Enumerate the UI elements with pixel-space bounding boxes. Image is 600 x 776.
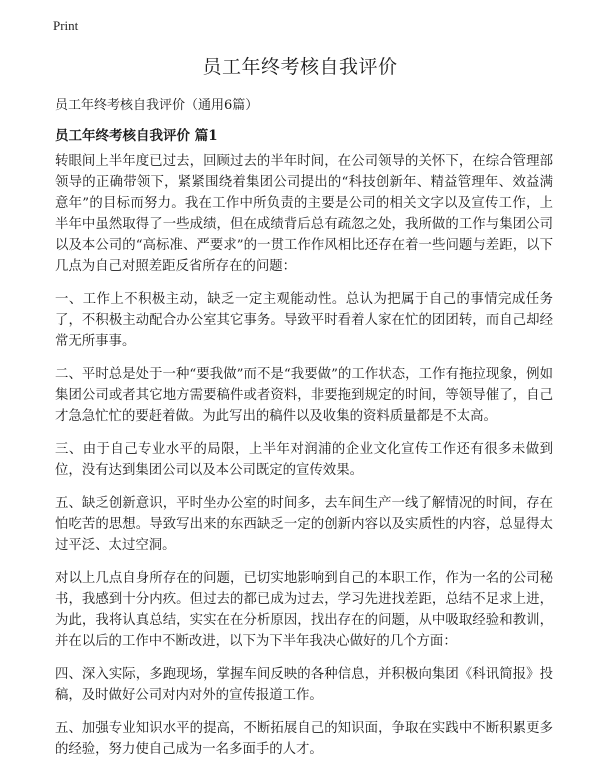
section-heading: 员工年终考核自我评价 篇1	[55, 128, 218, 144]
paragraph-plan-5: 五、加强专业知识水平的提高，不断拓展自己的知识面，争取在实践中不断积累更多的经验，努力使自己成为一名多面手的人才。	[55, 721, 553, 757]
document-body	[55, 151, 553, 772]
paragraph-issue-5: 五、缺乏创新意识，平时坐办公室的时间多，去车间生产一线了解情况的时间，存在怕吃苦的思想。导致写出来的东西缺乏一定的创新内容以及实质性的内容，总显得太过平泛、太过空洞。	[55, 496, 553, 553]
print-link[interactable]: Print	[53, 18, 79, 33]
paragraph-issue-2: 二、平时总是处于一种“要我做”而不是“我要做”的工作状态，工作有拖拉现象，例如集团公司或者其它地方需要稿件或者资料，非要拖到规定的时间，等领导催了，自己才急急忙忙的要赶着做。为此写出的稿件以及收集的资料质量都是不太高。	[55, 367, 553, 424]
paragraph-reflection: 对以上几点自身所存在的问题，已切实地影响到自己的本职工作，作为一名的公司秘书，我感到十分内疚。但过去的都已成为过去，学习先进找差距，总结不足求上进，为此，我将认真总结，实实在在分析原因，找出存在的问题，从中吸取经验和教训，并在以后的工作中不断改进，以下为下半年我决心做好的几个方面：	[55, 571, 553, 649]
paragraph-issue-3: 三、由于自己专业水平的局限，上半年对润浦的企业文化宣传工作还有很多未做到位，没有达到集团公司以及本公司既定的宣传效果。	[55, 442, 553, 478]
document-subtitle: 员工年终考核自我评价（通用6篇）	[55, 98, 259, 113]
document-title: 员工年终考核自我评价	[202, 56, 398, 78]
paragraph-intro: 转眼间上半年度已过去，回顾过去的半年时间，在公司领导的关怀下，在综合管理部领导的正确带领下，紧紧围绕着集团公司提出的“科技创新年、精益管理年、效益满意年”的目标而努力。我在工作中所负责的主要是公司的相关文字以及宣传工作，上半年中虽然取得了一些成绩，但在成绩背后总有疏忽之处，我所做的工作与集团公司以及本公司的“高标准、严要求”的一贯工作作风相比还存在着一些问题与差距，以下几点为自己对照差距反省所存在的问题：	[55, 154, 553, 274]
paragraph-issue-1: 一、工作上不积极主动，缺乏一定主观能动性。总认为把属于自己的事情完成任务了，不积极主动配合办公室其它事务。导致平时看着人家在忙的团团转，而自己却经常无所事事。	[55, 292, 553, 349]
paragraph-plan-4: 四、深入实际，多跑现场，掌握车间反映的各种信息，并积极向集团《科讯简报》投稿，及时做好公司对内对外的宣传报道工作。	[55, 667, 553, 703]
